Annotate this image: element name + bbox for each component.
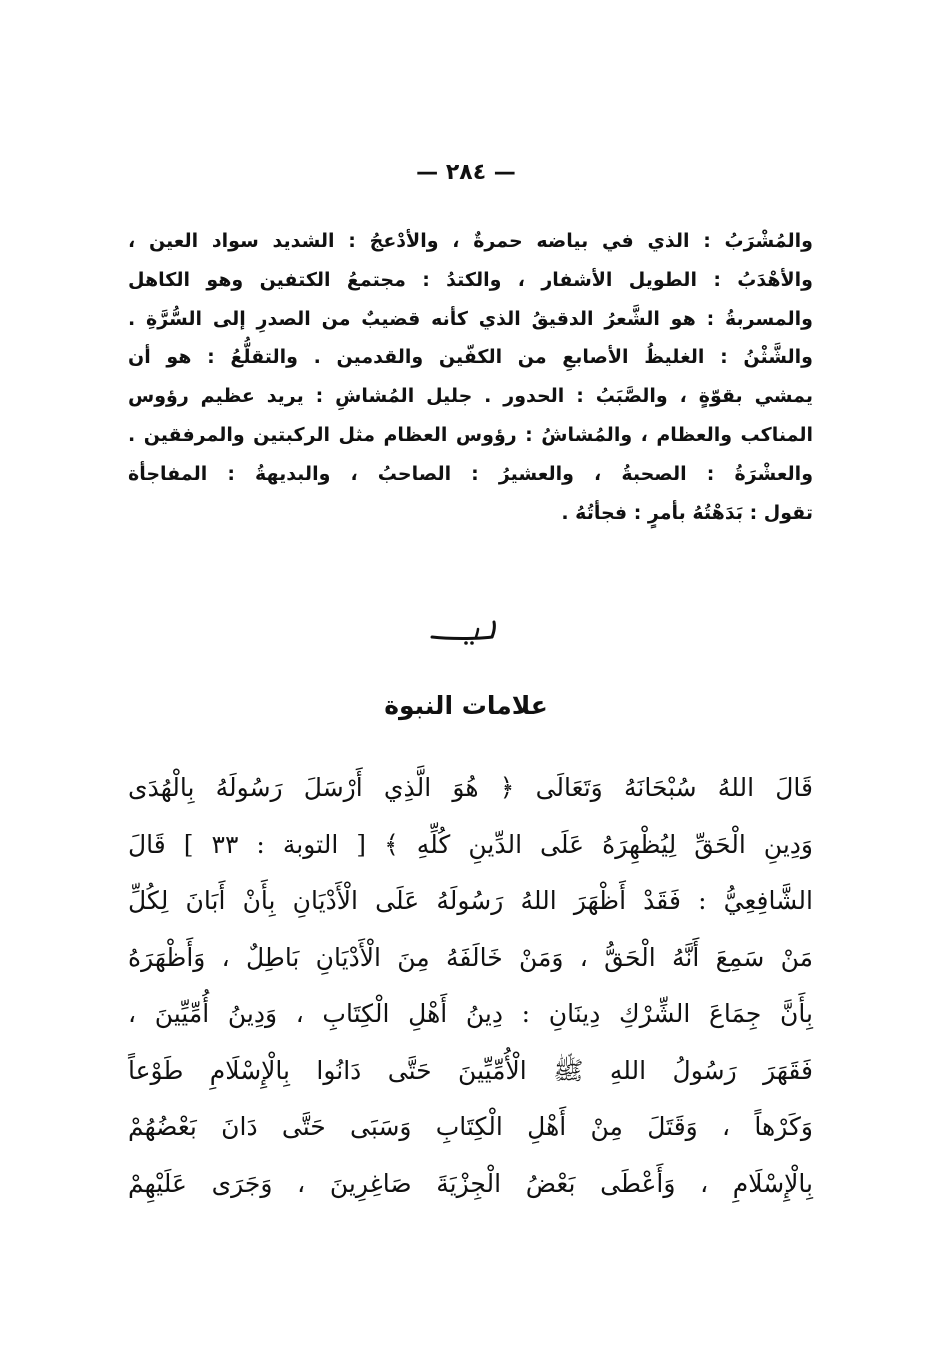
- text-line: وَكَرْهاً ، وَقَتَلَ مِنْ أَهْلِ الْكِتَابِ وَسَبَى حَتَّى دَانَ بَعْضُهُمْ: [128, 1112, 813, 1141]
- glossary-line: والأهْدَبُ : الطويل الأشفار ، والكتدُ : مجتمعُ الكتفين وهو الكاهل: [128, 268, 813, 291]
- text-line: فَقَهَرَ رَسُولُ اللهِ ﷺ الْأُمِّيِّينَ حَتَّى دَانُوا بِالْإِسْلَامِ طَوْعاً: [128, 1055, 813, 1085]
- text-line: مَنْ سَمِعَ أَنَّهُ الْحَقُّ ، وَمَنْ خَالَفَهُ مِنَ الْأَدْيَانِ بَاطِلٌ ، وَأَظْهَرَهُ: [128, 942, 813, 972]
- glossary-line: تقول : بَدَهْتُهُ بأمرٍ : فجأتُهُ .: [561, 501, 813, 524]
- glossary-line: والمسربةُ : هو الشَّعرُ الدقيقُ الذي كأنه قضيبٌ من الصدرِ إلى السُّرَّةِ .: [128, 307, 813, 330]
- text-line: بِأَنَّ جِمَاعَ الشِّرْكِ دِينَانِ : دِينُ أَهْلِ الْكِتَابِ ، وَدِينُ أُمِّيِّينَ ،: [128, 999, 813, 1028]
- page-number: — ٢٨٤ —: [416, 160, 516, 185]
- glossary-line: والشَّثْنُ : الغليظُ الأصابعِ من الكفّين والقدمين . والتقلُّعُ : هو أن: [128, 346, 813, 369]
- glossary-line: والمُشْرَبُ : الذي في بياضه حمرةٌ ، والأدْعجُ : الشديد سواد العين ،: [128, 230, 813, 252]
- text-line: الشَّافِعِيُّ : فَقَدْ أَظْهَرَ اللهُ رَسُولَهُ عَلَى الْأَدْيَانِ بِأَنْ أَبَانَ لِكُلِّ: [128, 886, 813, 915]
- glossary-line: والعشْرَةُ : الصحبةُ ، والعشيرُ : الصاحبُ ، والبديهةُ : المفاجأة: [128, 462, 813, 485]
- footnote-glossary: [128, 222, 813, 532]
- section-title: علامات النبوة: [384, 691, 548, 720]
- chapter-divider-ornament: [426, 618, 506, 646]
- glossary-line: يمشي بقوّةٍ ، والصَّبَبُ : الحدور . جليل المُشاشِ : يريد عظيم رؤوس: [128, 385, 813, 408]
- chapter-ornament: [0, 618, 932, 646]
- text-line: بِالْإِسْلَامِ ، وَأَعْطَى بَعْضُ الْجِزْيَةَ صَاغِرِينَ ، وَجَرَى عَلَيْهِمْ: [128, 1168, 813, 1198]
- text-line: وَدِينِ الْحَقِّ لِيُظْهِرَهُ عَلَى الدِّينِ كُلِّهِ ﴾ [ التوبة : ٣٣ ] قَالَ: [128, 829, 813, 859]
- glossary-line: المناكب والعظام ، والمُشاشُ : رؤوس العظام مثل الركبتين والمرفقين .: [128, 423, 813, 446]
- text-line: قَالَ اللهُ سُبْحَانَهُ وَتَعَالَى ﴿ هُوَ الَّذِي أَرْسَلَ رَسُولَهُ بِالْهُدَى: [128, 773, 813, 802]
- main-text: [128, 760, 813, 1212]
